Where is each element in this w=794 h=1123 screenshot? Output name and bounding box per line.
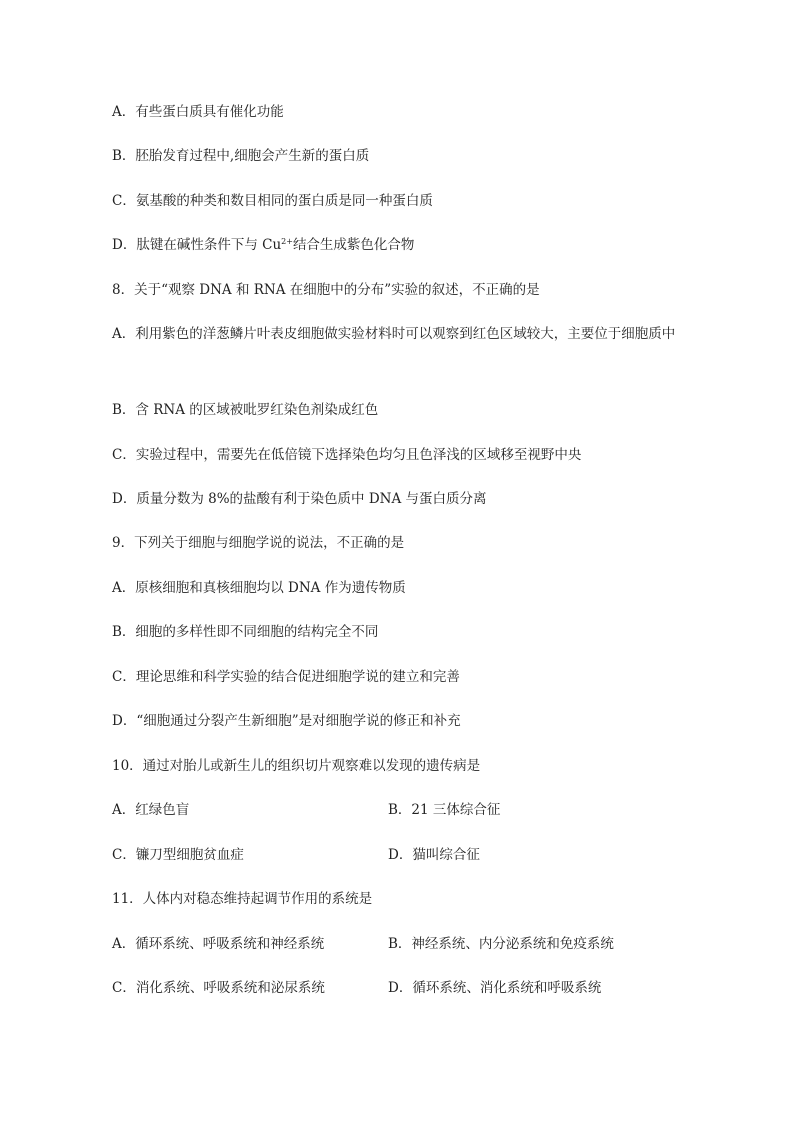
question-8-option-c: C．实验过程中，需要先在低倍镜下选择染色均匀且色泽浅的区域移至视野中央 [112,447,582,463]
question-9-option-a: A．原核细胞和真核细胞均以 DNA 作为遗传物质 [112,580,406,596]
question-10-option-b: B．21 三体综合征 [388,802,501,818]
question-11-option-b: B．神经系统、内分泌系统和免疫系统 [388,936,614,952]
question-8-option-d: D．质量分数为 8%的盐酸有利于染色质中 DNA 与蛋白质分离 [112,491,487,507]
question-10-option-c: C．镰刀型细胞贫血症 [112,847,244,863]
option-d [112,235,414,255]
question-10-stem: 10．通过对胎儿或新生儿的组织切片观察难以发现的遗传病是 [112,758,481,774]
question-9-option-b: B．细胞的多样性即不同细胞的结构完全不同 [112,624,379,640]
question-9-stem: 9．下列关于细胞与细胞学说的说法，不正确的是 [112,535,405,551]
question-11-option-a: A．循环系统、呼吸系统和神经系统 [112,936,325,952]
question-11-stem: 11．人体内对稳态维持起调节作用的系统是 [112,891,373,907]
question-11-option-d: D．循环系统、消化系统和呼吸系统 [388,980,602,996]
superscript-charge: 2+ [281,237,293,246]
question-11-option-c: C．消化系统、呼吸系统和泌尿系统 [112,980,325,996]
question-9-option-c: C．理论思维和科学实验的结合促进细胞学说的建立和完善 [112,669,460,685]
question-10-option-a: A．红绿色盲 [112,802,190,818]
option-d-text-post: 结合生成紫色化合物 [292,237,415,253]
option-c: C．氨基酸的种类和数目相同的蛋白质是同一种蛋白质 [112,193,433,209]
question-9-option-d: D．“细胞通过分裂产生新细胞”是对细胞学说的修正和补充 [112,713,461,729]
option-d-text-pre: D．肽键在碱性条件下与 Cu [112,237,282,253]
question-10-option-d: D．猫叫综合征 [388,847,480,863]
question-8-stem: 8．关于“观察 DNA 和 RNA 在细胞中的分布”实验的叙述，不正确的是 [112,282,540,298]
question-8-option-b: B．含 RNA 的区域被吡罗红染色剂染成红色 [112,402,379,418]
question-8-option-a: A．利用紫色的洋葱鳞片叶表皮细胞做实验材料时可以观察到红色区域较大，主要位于细胞质中 [112,326,676,342]
option-b: B．胚胎发育过程中,细胞会产生新的蛋白质 [112,148,370,164]
option-a: A．有些蛋白质具有催化功能 [112,104,284,120]
